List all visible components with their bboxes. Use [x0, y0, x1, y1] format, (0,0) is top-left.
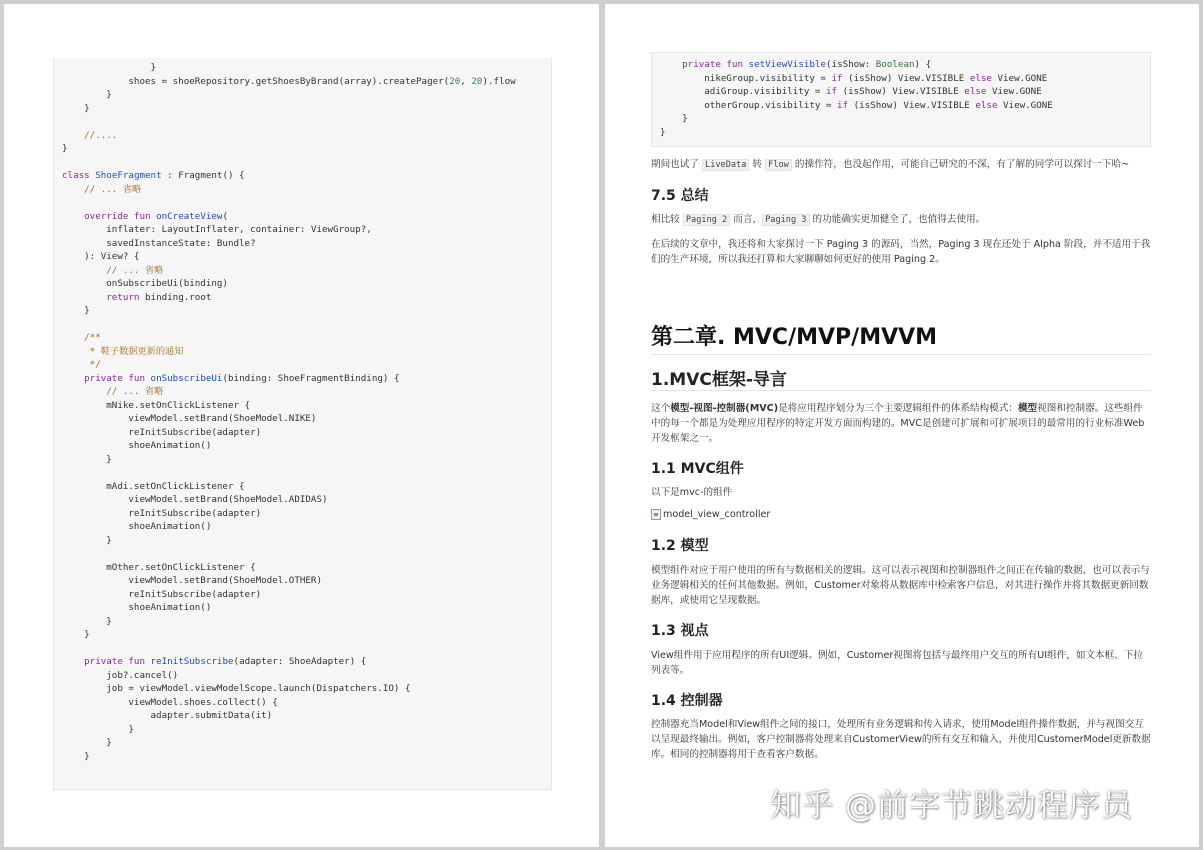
code-token: onSubscribeUi — [150, 372, 223, 384]
livedata-text-1: 期间也试了 — [651, 159, 703, 170]
code-token: onSubscribeUi(binding) — [106, 278, 228, 289]
code-token: adapter.submitData(it) — [150, 710, 273, 721]
intro-text-1: 这个 — [651, 403, 671, 414]
code-token: job = viewModel.viewModelScope.launch(Dispatchers.IO) { — [106, 683, 411, 694]
code-token: if — [825, 86, 838, 97]
code-token: binding.root — [139, 291, 212, 303]
code-line — [660, 126, 666, 140]
code-token: } — [106, 534, 112, 546]
code-line — [62, 277, 228, 291]
code-token: View.GONE — [997, 99, 1053, 111]
code-line — [62, 412, 316, 426]
code-line — [62, 655, 366, 669]
code-line — [660, 85, 1042, 99]
code-line — [62, 291, 211, 305]
code-token: } — [84, 629, 90, 640]
code-line — [62, 210, 228, 224]
code-token: //.... — [84, 129, 118, 141]
code-line — [62, 183, 141, 197]
code-token: reInitSubscribe(adapter) — [128, 588, 262, 600]
code-token: reInitSubscribe(adapter) — [128, 507, 262, 519]
intro-rule — [651, 390, 1151, 391]
code-line — [62, 561, 256, 575]
code-token: adiGroup.visibility = — [704, 86, 826, 97]
code-token: } — [682, 113, 688, 124]
code-token: ShoeFragment — [95, 170, 162, 181]
code-token: } — [62, 143, 68, 154]
code-token: job?.cancel() — [106, 669, 179, 681]
code-token: } — [84, 102, 90, 114]
inline-code-paging2: Paging 2 — [683, 214, 730, 226]
controller-paragraph: 控制器充当Model和View组件之间的接口，处理所有业务逻辑和传入请求，使用Model组件操作数据，并与视图交互以呈现最终输出。例如，客户控制器将处理来自CustomerView的所有交互和输入，并使用CustomerModel更新数据库。相同的控制器将用于查看客户数据。 — [651, 719, 1151, 760]
code-line — [62, 237, 256, 251]
code-line — [62, 709, 272, 723]
code-line — [62, 223, 372, 237]
chapter-title: 第二章. MVC/MVP/MVVM — [651, 325, 938, 350]
code-line — [62, 682, 411, 696]
intro-bold-mvc: 模型-视图-控制器(MVC) — [670, 403, 779, 414]
code-token: (isShow) View.VISIBLE — [837, 86, 965, 97]
code-token: (isShow) View.VISIBLE — [842, 72, 970, 84]
code-token: (isShow) View.VISIBLE — [848, 99, 976, 111]
code-token: (binding: ShoeFragmentBinding) { — [222, 372, 400, 384]
code-token: mOther.setOnClickListener { — [106, 561, 256, 573]
code-token: * 鞋子数据更新的通知 — [84, 345, 184, 357]
code-token: override fun — [84, 210, 151, 222]
code-line — [62, 250, 139, 264]
code-token: else — [964, 86, 987, 97]
code-line — [62, 345, 183, 359]
code-block-set-view-visible — [651, 52, 1151, 147]
code-token: savedInstanceState: Bundle? — [106, 237, 256, 249]
code-token: else — [969, 72, 992, 84]
model-paragraph: 模型组件对应于用户使用的所有与数据相关的逻辑。这可以表示视图和控制器组件之间正在传输的数据，也可以表示与业务逻辑相关的任何其他数据。例如，Customer对象将从数据库中检索客户信息，对其进行操作并将其数据更新回数据库，或使用它呈现数据。 — [651, 565, 1150, 606]
code-token: private fun — [682, 59, 743, 70]
broken-image — [651, 509, 770, 520]
code-token: // ... 省略 — [106, 264, 164, 276]
summary-paragraph-1 — [651, 212, 1151, 228]
code-token: ).flow — [482, 75, 516, 87]
code-token: shoes = shoeRepository.getShoesByBrand(array).createPager( — [128, 75, 450, 87]
code-token: View.GONE — [991, 72, 1048, 84]
code-token: Boolean — [875, 59, 915, 70]
code-line — [62, 331, 101, 345]
code-token: } — [84, 750, 90, 762]
code-token: reInitSubscribe(adapter) — [128, 426, 262, 438]
code-line — [62, 601, 211, 615]
code-line — [62, 493, 328, 507]
broken-image-icon — [651, 509, 661, 520]
code-line — [62, 588, 261, 602]
code-token: nikeGroup.visibility = — [704, 72, 832, 84]
summary-text-1: 相比较 — [651, 214, 683, 225]
code-line — [62, 628, 90, 642]
code-token: mAdi.setOnClickListener { — [106, 480, 245, 492]
code-line — [62, 169, 245, 183]
code-line — [660, 72, 1047, 86]
code-line — [62, 372, 399, 386]
controller-heading: 1.4 控制器 — [651, 693, 723, 709]
intro-text-3: 视图和控制器。这些组件中的每一个都是为处理应用程序的特定开发方面而构建的。MVC是创建可扩展和可扩展项目的最常用的行业标准Web开发框架之一。 — [651, 403, 1145, 444]
code-token: if — [831, 72, 843, 84]
code-token: } — [150, 62, 157, 73]
intro-heading: 1.MVC框架-导言 — [651, 370, 787, 390]
livedata-text-2: 转 — [749, 159, 766, 170]
code-line — [62, 88, 112, 102]
code-token: , — [460, 75, 472, 87]
code-token: onCreateView — [156, 210, 223, 222]
components-heading: 1.1 MVC组件 — [651, 461, 744, 477]
code-line — [62, 534, 112, 548]
code-line — [660, 99, 1053, 113]
view-heading: 1.3 视点 — [651, 623, 709, 639]
code-token: setViewVisible — [748, 59, 826, 70]
code-line — [62, 129, 117, 143]
code-token: shoeAnimation() — [128, 440, 212, 451]
code-token: otherGroup.visibility = — [704, 99, 838, 111]
code-token: viewModel.setBrand(ShoeModel.ADIDAS) — [128, 494, 328, 505]
summary-text-3: 的功能确实更加健全了，也值得去使用。 — [809, 214, 986, 225]
inline-code-paging3: Paging 3 — [762, 214, 809, 226]
code-line — [62, 750, 90, 764]
code-token: private fun — [84, 372, 145, 384]
code-token: */ — [84, 359, 101, 370]
components-paragraph: 以下是mvc-的组件 — [651, 487, 733, 498]
left-page — [4, 4, 599, 847]
code-token: } — [128, 723, 134, 735]
code-token: /** — [84, 332, 101, 343]
code-line — [62, 615, 112, 629]
code-line — [62, 358, 101, 372]
code-token: // ... 省略 — [84, 183, 142, 195]
code-token: reInitSubscribe — [150, 656, 234, 667]
image-alt-text: model_view_controller — [663, 509, 771, 520]
summary-text-2: 而言， — [730, 214, 763, 225]
summary-heading: 7.5 总结 — [651, 188, 709, 204]
code-token: shoeAnimation() — [128, 602, 212, 613]
code-token: else — [975, 99, 998, 111]
inline-code-livedata: LiveData — [702, 159, 749, 171]
code-token: viewModel.shoes.collect() { — [128, 696, 278, 708]
intro-text-2: 是将应用程序划分为三个主要逻辑组件的体系结构模式： — [778, 403, 1018, 414]
zhihu-watermark: 知乎 @前字节跳动程序员 — [770, 788, 1133, 824]
livedata-paragraph — [651, 157, 1151, 173]
code-line — [62, 520, 211, 534]
intro-paragraph — [651, 401, 1151, 446]
code-line — [62, 736, 112, 750]
code-token: } — [84, 305, 90, 316]
code-token: if — [837, 99, 849, 111]
code-token: } — [106, 453, 112, 465]
code-token: ) { — [914, 59, 932, 70]
code-line — [62, 507, 261, 521]
code-token: ( — [222, 210, 229, 222]
view-paragraph: View组件用于应用程序的所有UI逻辑。例如，Customer视图将包括与最终用户交互的所有UI组件，如文本框、下拉列表等。 — [651, 650, 1144, 676]
summary-paragraph-2: 在后续的文章中，我还将和大家探讨一下 Paging 3 的源码，当然，Paging 3 现在还处于 Alpha 阶段，并不适用于我们的生产环境，所以我还打算和大家聊聊如何更好的使用 Paging 2。 — [651, 239, 1151, 265]
code-line — [62, 264, 163, 278]
right-page — [605, 4, 1199, 847]
code-line — [62, 304, 90, 318]
code-line — [62, 426, 261, 440]
code-token: 20 — [449, 75, 461, 87]
code-line — [62, 102, 90, 116]
code-line — [62, 385, 163, 399]
code-block-shoe-fragment — [53, 58, 552, 790]
code-token: private fun — [84, 656, 145, 667]
code-token: (adapter: ShoeAdapter) { — [233, 656, 367, 667]
code-token: viewModel.setBrand(ShoeModel.NIKE) — [128, 413, 317, 424]
code-token: : Fragment() { — [161, 170, 245, 181]
code-token: inflater: LayoutInflater, container: ViewGroup?, — [106, 224, 372, 235]
code-line — [62, 669, 178, 683]
chapter-rule — [651, 354, 1151, 355]
code-token: View.GONE — [986, 86, 1042, 97]
code-token: ): View? { — [84, 251, 140, 262]
code-token: // ... 省略 — [106, 386, 164, 397]
code-line — [660, 112, 688, 126]
intro-bold-model: 模型 — [1017, 403, 1038, 414]
code-line — [62, 574, 322, 588]
code-line — [62, 439, 211, 453]
code-line — [62, 75, 516, 89]
code-line — [62, 61, 156, 75]
code-token: viewModel.setBrand(ShoeModel.OTHER) — [128, 575, 322, 586]
code-line — [62, 399, 250, 413]
code-token: } — [106, 89, 112, 100]
code-token: (isShow: — [826, 59, 876, 70]
code-line — [62, 696, 278, 710]
model-heading: 1.2 模型 — [651, 538, 709, 554]
code-line — [62, 453, 112, 467]
code-token: } — [106, 737, 112, 748]
code-token: 20 — [471, 75, 483, 87]
code-token: class — [62, 170, 90, 181]
code-line — [62, 142, 68, 156]
code-line — [62, 480, 245, 494]
code-token: } — [660, 126, 666, 138]
code-token: return — [106, 291, 140, 303]
livedata-text-3: 的操作符，也没起作用，可能自己研究的不深，有了解的同学可以探讨一下哈~ — [791, 159, 1130, 170]
code-token: shoeAnimation() — [128, 521, 212, 532]
code-line — [62, 723, 134, 737]
code-line — [660, 58, 931, 72]
code-token: } — [106, 615, 112, 627]
inline-code-flow: Flow — [765, 159, 792, 171]
code-token: mNike.setOnClickListener { — [106, 399, 251, 411]
